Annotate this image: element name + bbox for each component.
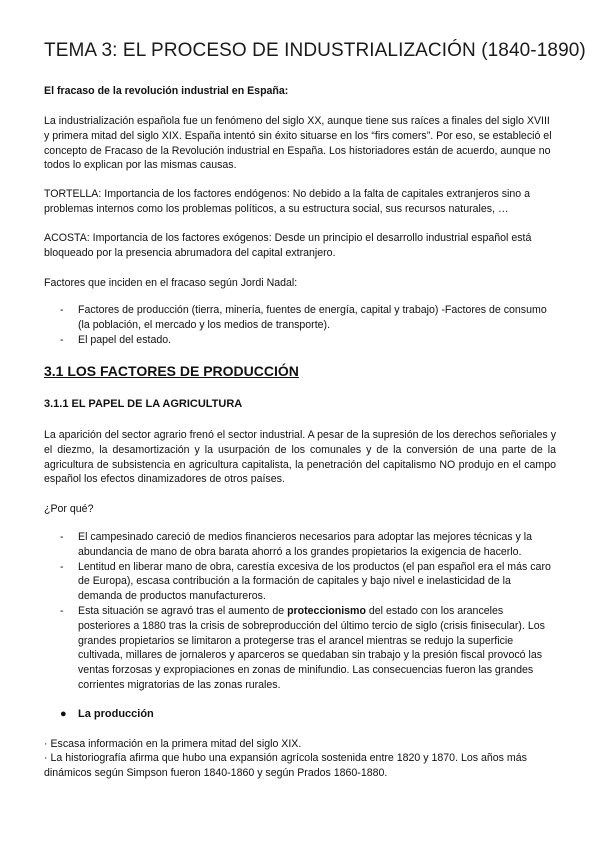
factores-intro: Factores que inciden en el fracaso según Jordi Nadal:	[44, 277, 298, 289]
list-item-text: del estado con los aranceles posteriores a 1880 tras la crisis de sobreproducción del último tercio de siglo (crisis finisecular). Los grandes propietarios se limitaron a protegerse tras el arancel mientras se redujo la superficie cultivada, millares de jornaleros y aparceros se quedaban sin trabajo y la presión fiscal provocó las ventas forzosas y expropiaciones en zonas de minifundio. Las consecuencias fueron las grandes corrientes migratorias de las zonas rurales.	[78, 604, 545, 691]
production-line-1: · Escasa información en la primera mitad del siglo XIX.	[44, 738, 302, 750]
fracaso-intro-paragraph: La industrialización española fue un fenómeno del siglo XX, aunque tiene sus raíces a finales del siglo XVIII y primera mitad del siglo XIX. España intentó sin éxito situarse en los “firs comers”. Por eso, se estableció el concepto de Fracaso de la Revolución industrial en España. Los historiadores están de acuerdo, aunque no todos lo explican por las mismas causas.	[44, 115, 552, 172]
list-item	[44, 604, 556, 693]
list-item	[44, 560, 556, 604]
production-line-2: · La historiografía afirma que hubo una expansión agrícola sostenida entre 1820 y 1870. Los años más dinámicos según Simpson fueron 1840-1860 y según Prados 1860-1880.	[44, 752, 527, 779]
page-title: TEMA 3: EL PROCESO DE INDUSTRIALIZACIÓN (1840-1890)	[44, 40, 586, 61]
produccion-heading-text: La producción	[78, 708, 154, 720]
list-item	[44, 530, 556, 560]
agricultura-paragraph: La aparición del sector agrario frenó el sector industrial. A pesar de la supresión de los derechos señoriales y el diezmo, la desamortización y la usurpación de los comunales y de la conversión de una parte de la agricultura de subsistencia en agricultura capitalista, la penetración del capitalismo NO produjo en el campo español los efectos dinamizadores de otros países.	[44, 429, 556, 486]
dash-marker: -	[60, 560, 64, 573]
dash-marker: -	[60, 304, 64, 316]
section-heading-3-1: 3.1 LOS FACTORES DE PRODUCCIÓN	[44, 363, 299, 379]
list-item	[44, 303, 556, 333]
list-item-text: Factores de producción (tierra, minería, fuentes de energía, capital y trabajo) -Factores de consumo (la población, el mercado y los medios de transporte).	[78, 304, 547, 331]
reasons-list	[44, 530, 556, 693]
factores-list	[44, 303, 556, 347]
emphasis-text: proteccionismo	[287, 604, 366, 617]
list-item-text: El papel del estado.	[78, 333, 172, 346]
tortella-paragraph: TORTELLA: Importancia de los factores endógenos: No debido a la falta de capitales extranjeros sino a problemas internos como los problemas políticos, a su estructura social, sus recursos naturales, …	[44, 188, 531, 215]
subsection-heading-3-1-1: 3.1.1 EL PAPEL DE LA AGRICULTURA	[44, 398, 243, 410]
dash-marker: -	[60, 604, 64, 617]
list-item-text: El campesinado careció de medios financieros necesarios para adoptar las mejores técnicas y la abundancia de mano de obra barata ahorró a los grandes propietarios la exigencia de hacerlo.	[78, 531, 533, 558]
list-item	[44, 333, 556, 348]
question-text: ¿Por qué?	[44, 503, 94, 515]
dash-marker: -	[60, 531, 64, 543]
fracaso-heading: El fracaso de la revolución industrial en España:	[44, 85, 289, 97]
dash-marker: -	[60, 333, 64, 346]
acosta-paragraph: ACOSTA: Importancia de los factores exógenos: Desde un principio el desarrollo industrial español está bloqueado por la presencia abrumadora del capital extranjero.	[44, 232, 532, 259]
bullet-dot-icon: ●	[60, 708, 67, 720]
list-item-text: Lentitud en liberar mano de obra, carestía excesiva de los productos (el pan español era el más caro de Europa), escasa contribución a la formación de capitales y bajo nivel e inelasticidad de la demanda de productos manufactureros.	[78, 560, 551, 603]
list-item-text: Esta situación se agravó tras el aumento de	[78, 604, 288, 617]
produccion-heading	[60, 708, 540, 720]
